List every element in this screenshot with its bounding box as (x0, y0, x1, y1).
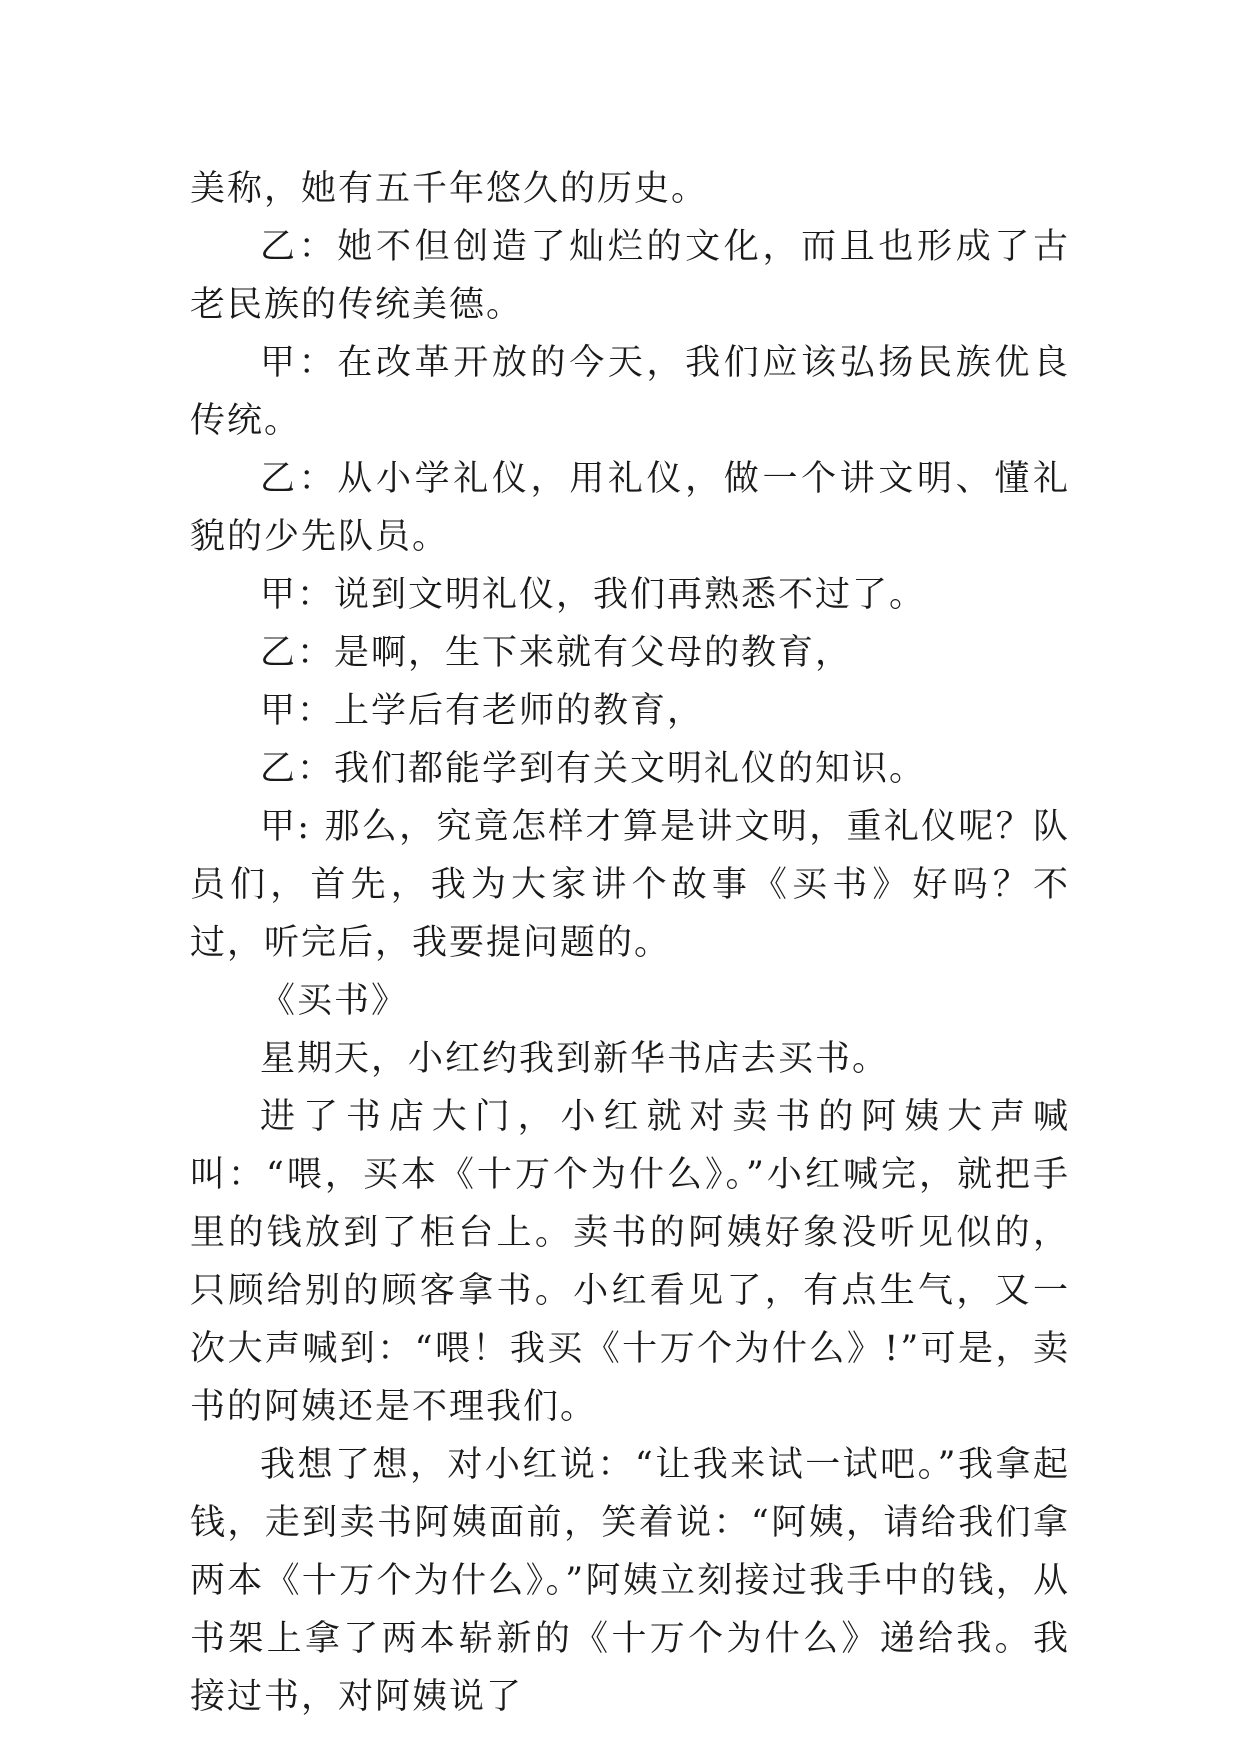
paragraph-12: 进了书店大门，小红就对卖书的阿姨大声喊叫：“喂，买本《十万个为什么》。”小红喊完，就把手里的钱放到了柜台上。卖书的阿姨好象没听见似的，只顾给别的顾客拿书。小红看见了，有点生气，又一次大声喊到：“喂！我买《十万个为什么》!”可是，卖书的阿姨还是不理我们。 (190, 1097, 1070, 1427)
paragraph-3: 甲：在改革开放的今天，我们应该弘扬民族优良传统。 (190, 343, 1070, 441)
document-body (190, 160, 1070, 1726)
paragraph-8: 乙：我们都能学到有关文明礼仪的知识。 (260, 749, 927, 789)
story-title: 《买书》 (260, 981, 409, 1021)
paragraph-13: 我想了想，对小红说：“让我来试一试吧。”我拿起钱，走到卖书阿姨面前，笑着说：“阿姨，请给我们拿两本《十万个为什么》。”阿姨立刻接过我手中的钱，从书架上拿了两本崭新的《十万个为什么》递给我。我接过书，对阿姨说了 (190, 1445, 1070, 1717)
paragraph-4: 乙：从小学礼仪，用礼仪，做一个讲文明、懂礼貌的少先队员。 (190, 459, 1070, 557)
paragraph-11: 星期天，小红约我到新华书店去买书。 (260, 1039, 890, 1079)
paragraph-1: 美称，她有五千年悠久的历史。 (190, 169, 709, 209)
paragraph-5: 甲：说到文明礼仪，我们再熟悉不过了。 (260, 575, 927, 615)
paragraph-7: 甲：上学后有老师的教育， (260, 691, 705, 731)
paragraph-9: 甲: 那么，究竟怎样才算是讲文明，重礼仪呢？队员们，首先，我为大家讲个故事《买书》好吗？不过，听完后，我要提问题的。 (190, 807, 1070, 963)
paragraph-2: 乙：她不但创造了灿烂的文化，而且也形成了古老民族的传统美德。 (190, 227, 1070, 325)
paragraph-6: 乙：是啊，生下来就有父母的教育， (260, 633, 853, 673)
